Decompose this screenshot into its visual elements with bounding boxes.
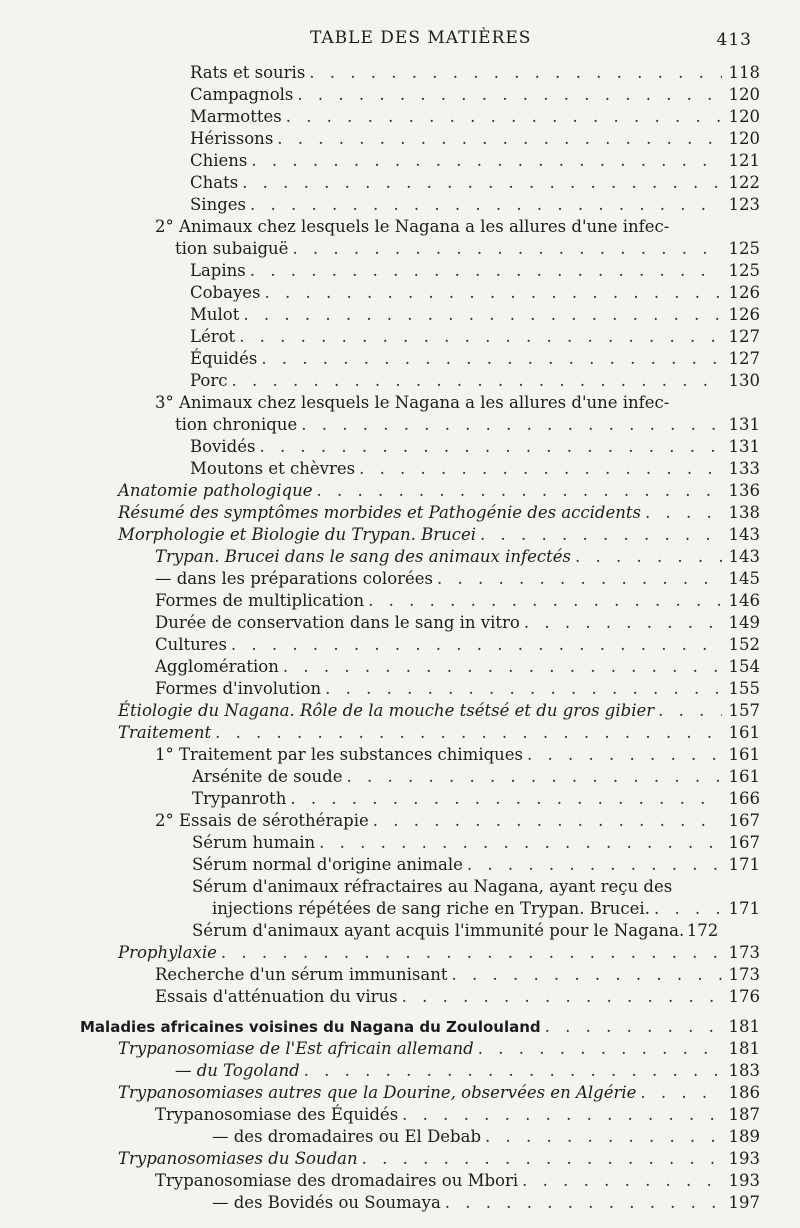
toc-entry: [80, 1016, 760, 1038]
dot-leader: [640, 1082, 722, 1104]
toc-entry: [118, 502, 760, 524]
toc-entry-title: — du Togoland: [175, 1061, 300, 1080]
toc-entry-page: 171: [728, 855, 760, 874]
toc-entry: [118, 1148, 760, 1170]
dot-leader: [309, 62, 722, 84]
toc-entry-page: 120: [728, 107, 760, 126]
toc-entry: [118, 1038, 760, 1060]
toc-entry-page: 121: [728, 151, 760, 170]
toc-entry-title: Hérissons: [190, 129, 274, 148]
toc-entry-page: 145: [728, 569, 760, 588]
toc-entry: [155, 216, 760, 238]
toc-entry: [212, 1192, 760, 1214]
toc-entry-page: 186: [728, 1083, 760, 1102]
toc-entry-page: 183: [728, 1061, 760, 1080]
dot-leader: [243, 304, 722, 326]
toc-entry-title: — des Bovidés ou Soumaya: [212, 1193, 441, 1212]
dot-leader: [524, 612, 722, 634]
toc-entry-page: 176: [728, 987, 760, 1006]
dot-leader: [654, 898, 722, 920]
toc-entry: [155, 744, 760, 766]
toc-entry-page: 123: [728, 195, 760, 214]
dot-leader: [527, 744, 722, 766]
dot-leader: [478, 1038, 722, 1060]
toc-entry-title: Marmottes: [190, 107, 282, 126]
toc-entry-title: Formes de multiplication: [155, 591, 365, 610]
toc-entry-title: Équidés: [190, 349, 258, 368]
toc-entry: [118, 700, 760, 722]
toc-entry-page: 157: [728, 701, 760, 720]
dot-leader: [286, 106, 722, 128]
toc-entry-title: Étiologie du Nagana. Rôle de la mouche tsétsé et du gros gibier: [118, 701, 655, 720]
toc-entry-page: 161: [728, 723, 760, 742]
dot-leader: [451, 964, 722, 986]
toc-entry: [192, 920, 760, 942]
toc-entry: [190, 282, 760, 304]
dot-leader: [215, 722, 722, 744]
toc-entry-page: 125: [728, 239, 760, 258]
toc-entry-page: 130: [728, 371, 760, 390]
toc-entry: [175, 1060, 760, 1082]
dot-leader: [231, 634, 722, 656]
toc-entry-page: 126: [728, 283, 760, 302]
toc-entry-page: 127: [728, 349, 760, 368]
toc-entry-page: 146: [728, 591, 760, 610]
toc-entry: [192, 876, 760, 898]
toc-entry-title: Formes d'involution: [155, 679, 322, 698]
toc-entry-page: 143: [728, 547, 760, 566]
dot-leader: [242, 172, 722, 194]
toc-entry-page: 171: [728, 899, 760, 918]
toc-entry-title: 3° Animaux chez lesquels le Nagana a les allures d'une infec-: [155, 393, 670, 412]
toc-entry-title: injections répétées de sang riche en Trypan. Brucei.: [212, 899, 650, 918]
toc-entry: [190, 370, 760, 392]
toc-entry-page: 133: [728, 459, 760, 478]
toc-entry-title: Prophylaxie: [118, 943, 217, 962]
dot-leader: [658, 700, 722, 722]
toc-entry-title: tion subaiguë: [175, 239, 289, 258]
dot-leader: [347, 766, 722, 788]
page-number: 413: [716, 30, 752, 50]
toc-entry-title: Lapins: [190, 261, 246, 280]
toc-entry: [155, 964, 760, 986]
toc-entry-title: Recherche d'un sérum immunisant: [155, 965, 448, 984]
toc-entry-page: 181: [728, 1039, 760, 1058]
toc-entry-page: 197: [728, 1193, 760, 1212]
dot-leader: [250, 194, 722, 216]
dot-leader: [316, 480, 722, 502]
dot-leader: [250, 260, 722, 282]
toc-entry-title: Arsénite de soude: [192, 767, 343, 786]
toc-entry-title: Mulot: [190, 305, 240, 324]
toc-entry: [212, 1126, 760, 1148]
dot-leader: [301, 414, 722, 436]
toc-entry: [155, 1104, 760, 1126]
toc-entry-title: Sérum humain: [192, 833, 316, 852]
toc-entry-page: 149: [728, 613, 760, 632]
toc-entry-title: Traitement: [118, 723, 212, 742]
toc-entry: [192, 832, 760, 854]
toc-entry-title: Campagnols: [190, 85, 294, 104]
toc-entry-page: 161: [728, 745, 760, 764]
toc-entry: [190, 128, 760, 150]
toc-entry-title: Cobayes: [190, 283, 261, 302]
toc-entry-title: 2° Animaux chez lesquels le Nagana a les allures d'une infec-: [155, 217, 670, 236]
toc-entry-title: Maladies africaines voisines du Nagana du Zoulouland: [80, 1018, 541, 1036]
toc-entry-title: — dans les préparations colorées: [155, 569, 434, 588]
toc-entry: [155, 612, 760, 634]
toc-entry-title: Trypanosomiase des dromadaires ou Mbori: [155, 1171, 519, 1190]
toc-entry-title: Rats et souris: [190, 63, 306, 82]
toc-entry: [155, 546, 760, 568]
toc-entry: [190, 458, 760, 480]
toc-entry: [155, 986, 760, 1008]
dot-leader: [265, 282, 722, 304]
toc-entry-title: Lérot: [190, 327, 236, 346]
toc-entry-page: 173: [728, 943, 760, 962]
toc-entry: [155, 634, 760, 656]
toc-entry-page: 167: [728, 833, 760, 852]
toc-entry-title: Morphologie et Biologie du Trypan. Brucei: [118, 525, 477, 544]
toc-entry-title: Anatomie pathologique: [118, 481, 313, 500]
toc-entry: [155, 1170, 760, 1192]
toc-entry-title: Essais d'atténuation du virus: [155, 987, 398, 1006]
dot-leader: [402, 1104, 722, 1126]
toc-entry-title: Trypanosomiase des Équidés: [155, 1105, 399, 1124]
toc-entry-page: 126: [728, 305, 760, 324]
toc-entry: [190, 62, 760, 84]
dot-leader: [304, 1060, 722, 1082]
toc-entry: [192, 854, 760, 876]
toc-entry-title: Sérum d'animaux ayant acquis l'immunité pour le Nagana.: [192, 921, 685, 940]
toc-entry: [155, 656, 760, 678]
toc-entry: [212, 898, 760, 920]
dot-leader: [445, 1192, 722, 1214]
toc-entry-page: 120: [728, 85, 760, 104]
dot-leader: [292, 238, 722, 260]
dot-leader: [239, 326, 722, 348]
toc-entry-page: 189: [728, 1127, 760, 1146]
toc-entry-title: tion chronique: [175, 415, 298, 434]
toc-entry: [118, 480, 760, 502]
toc-entry-title: Trypanosomiase de l'Est africain allemand: [118, 1039, 474, 1058]
toc-entry-title: Cultures: [155, 635, 227, 654]
dot-leader: [373, 810, 722, 832]
dot-leader: [437, 568, 722, 590]
toc-entry: [190, 172, 760, 194]
toc-entry-page: 131: [728, 437, 760, 456]
toc-entry-title: Sérum normal d'origine animale: [192, 855, 463, 874]
dot-leader: [283, 656, 722, 678]
dot-leader: [290, 788, 722, 810]
toc-entry: [175, 238, 760, 260]
toc-entry-page: 193: [728, 1149, 760, 1168]
dot-leader: [362, 1148, 722, 1170]
toc-entry-page: 125: [728, 261, 760, 280]
toc-entry-title: — des dromadaires ou El Debab: [212, 1127, 482, 1146]
toc-entry-page: 193: [728, 1171, 760, 1190]
toc-entry: [190, 326, 760, 348]
toc-entry-title: Agglomération: [155, 657, 279, 676]
toc-entry: [155, 678, 760, 700]
dot-leader: [319, 832, 722, 854]
toc-entry: [192, 766, 760, 788]
toc-entry-title: Trypan. Brucei dans le sang des animaux infectés: [155, 547, 571, 566]
toc-entry: [192, 788, 760, 810]
toc-entry: [190, 348, 760, 370]
toc-entry-title: Singes: [190, 195, 247, 214]
toc-entry-title: Résumé des symptômes morbides et Pathogénie des accidents: [118, 503, 641, 522]
toc-entry: [190, 304, 760, 326]
toc-entry: [190, 194, 760, 216]
toc-entry-page: 138: [728, 503, 760, 522]
dot-leader: [325, 678, 722, 700]
dot-leader: [368, 590, 722, 612]
dot-leader: [297, 84, 722, 106]
toc-entry: [155, 568, 760, 590]
toc-entry-page: 166: [728, 789, 760, 808]
toc-entry-title: Moutons et chèvres: [190, 459, 356, 478]
toc-entry: [155, 590, 760, 612]
toc-entry-page: 181: [728, 1017, 760, 1036]
toc-entry: [155, 392, 760, 414]
toc-entry: [190, 260, 760, 282]
page-title: TABLE DES MATIÈRES: [310, 28, 532, 48]
toc-entry: [190, 106, 760, 128]
toc-entry: [118, 722, 760, 744]
dot-leader: [359, 458, 722, 480]
toc-entry-page: 120: [728, 129, 760, 148]
toc-entry: [190, 150, 760, 172]
dot-leader: [545, 1016, 722, 1038]
dot-leader: [522, 1170, 722, 1192]
dot-leader: [277, 128, 722, 150]
toc-entry-page: 127: [728, 327, 760, 346]
toc-entry-page: 172: [686, 921, 719, 940]
toc-entry-title: 1° Traitement par les substances chimiques: [155, 745, 524, 764]
toc-entry-title: 2° Essais de sérothérapie: [155, 811, 369, 830]
toc-entry-page: 161: [728, 767, 760, 786]
dot-leader: [480, 524, 722, 546]
toc-entry-title: Sérum d'animaux réfractaires au Nagana, ayant reçu des: [192, 877, 673, 896]
toc-entry-title: Porc: [190, 371, 228, 390]
dot-leader: [467, 854, 722, 876]
running-head: [0, 28, 800, 54]
toc-entry: [155, 810, 760, 832]
toc-entry-title: Trypanosomiases autres que la Dourine, observées en Algérie: [118, 1083, 637, 1102]
toc-entry-page: 154: [728, 657, 760, 676]
dot-leader: [402, 986, 722, 1008]
toc-entry-page: 155: [728, 679, 760, 698]
toc-entry-title: Durée de conservation dans le sang in vitro: [155, 613, 520, 632]
toc-entry: [175, 414, 760, 436]
toc-entry-page: 136: [728, 481, 760, 500]
toc-entry-title: Trypanosomiases du Soudan: [118, 1149, 358, 1168]
toc-entry-page: 122: [728, 173, 760, 192]
dot-leader: [645, 502, 722, 524]
toc-entry-page: 187: [728, 1105, 760, 1124]
dot-leader: [575, 546, 722, 568]
toc-entry: [190, 436, 760, 458]
toc-entry-page: 131: [728, 415, 760, 434]
toc-entry: [118, 524, 760, 546]
toc-entry-title: Bovidés: [190, 437, 256, 456]
toc-entry-page: 152: [728, 635, 760, 654]
dot-leader: [259, 436, 722, 458]
toc-entry-title: Chiens: [190, 151, 248, 170]
toc-entry-title: Chats: [190, 173, 239, 192]
toc-entry-title: Trypanroth: [192, 789, 287, 808]
toc-entry-page: 143: [728, 525, 760, 544]
toc-entry-page: 167: [728, 811, 760, 830]
toc-entry: [118, 942, 760, 964]
toc-entry-page: 173: [728, 965, 760, 984]
toc-entry-page: 118: [728, 63, 760, 82]
toc-entry: [118, 1082, 760, 1104]
dot-leader: [485, 1126, 722, 1148]
dot-leader: [251, 150, 722, 172]
dot-leader: [232, 370, 723, 392]
toc-entry: [190, 84, 760, 106]
dot-leader: [221, 942, 722, 964]
dot-leader: [261, 348, 722, 370]
